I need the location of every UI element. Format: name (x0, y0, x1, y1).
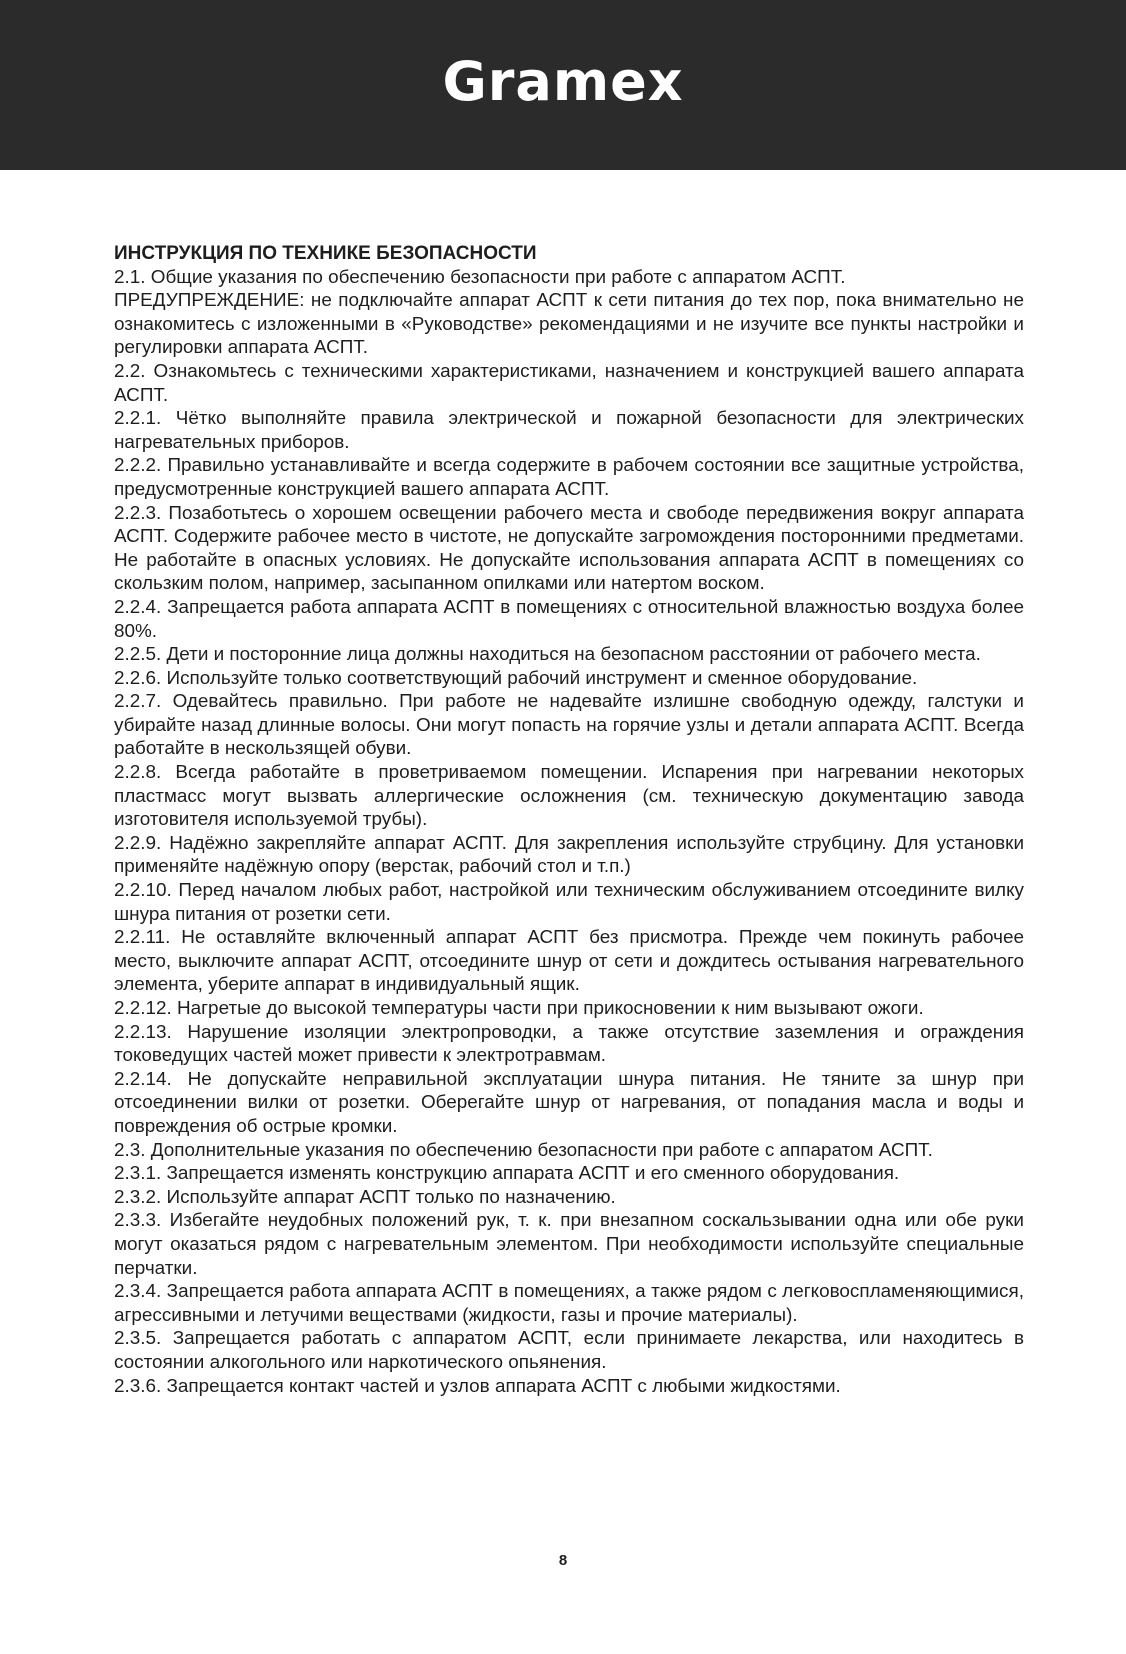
paragraph: 2.2.2. Правильно устанавливайте и всегда содержите в рабочем состоянии все защитные устройства, предусмотренные конструкцией вашего аппарата АСПТ. (114, 455, 1024, 500)
paragraph: 2.2.7. Одевайтесь правильно. При работе не надевайте излишне свободную одежду, галстуки и убирайте назад длинные волосы. Они могут попасть на горячие узлы и детали аппарата АСПТ. Всегда работайте в нескользящей обуви. (114, 691, 1024, 760)
paragraph: 2.3.3. Избегайте неудобных положений рук, т. к. при внезапном соскальзывании одна или обе руки могут оказаться рядом с нагревательным элементом. При необходимости используйте специальные перчатки. (114, 1210, 1024, 1279)
document-body (114, 242, 1024, 1398)
brand-logo: Gramex (442, 49, 684, 113)
paragraph: 2.2.8. Всегда работайте в проветриваемом помещении. Испарения при нагревании некоторых пластмасс могут вызвать аллергические осложнения (см. техническую документацию завода изготовителя используемой трубы). (114, 762, 1024, 831)
paragraph: 2.3. Дополнительные указания по обеспечению безопасности при работе с аппаратом АСПТ. (114, 1139, 933, 1161)
paragraph: 2.3.6. Запрещается контакт частей и узлов аппарата АСПТ с любыми жидкостями. (114, 1375, 841, 1397)
warning-paragraph: ПРЕДУПРЕЖДЕНИЕ: не подключайте аппарат АСПТ к сети питания до тех пор, пока внимательно не ознакомитесь с изложенными в «Руководстве» рекомендациями и не изучите все пункты настройки и регулировки аппарата АСПТ. (114, 290, 1024, 359)
paragraph: 2.2.5. Дети и посторонние лица должны находиться на безопасном расстоянии от рабочего места. (114, 644, 981, 666)
paragraph: 2.2.4. Запрещается работа аппарата АСПТ в помещениях с относительной влажностью воздуха более 80%. (114, 596, 1024, 642)
paragraph: 2.2.10. Перед началом любых работ, настройкой или техническим обслуживанием отсоедините вилку шнура питания от розетки сети. (114, 880, 1024, 925)
paragraph: 2.2. Ознакомьтесь с техническими характеристиками, назначением и конструкцией вашего аппарата АСПТ. (114, 360, 1024, 406)
paragraph: 2.3.1. Запрещается изменять конструкцию аппарата АСПТ и его сменного оборудования. (114, 1163, 900, 1185)
paragraph: 2.2.1. Чётко выполняйте правила электрической и пожарной безопасности для электрических нагревательных приборов. (114, 408, 1024, 453)
paragraph: 2.2.14. Не допускайте неправильной эксплуатации шнура питания. Не тяните за шнур при отсоединении вилки от розетки. Оберегайте шнур от нагревания, от попадания масла и воды и повреждения об острые кромки. (114, 1068, 1024, 1137)
paragraph: 2.1. Общие указания по обеспечению безопасности при работе с аппаратом АСПТ. (114, 266, 846, 288)
section-title: ИНСТРУКЦИЯ ПО ТЕХНИКЕ БЕЗОПАСНОСТИ (114, 243, 537, 264)
paragraph: 2.2.6. Используйте только соответствующий рабочий инструмент и сменное оборудование. (114, 667, 918, 689)
paragraph: 2.2.12. Нагретые до высокой температуры части при прикосновении к ним вызывают ожоги. (114, 998, 924, 1019)
paragraph: 2.3.2. Используйте аппарат АСПТ только по назначению. (114, 1186, 616, 1208)
paragraph: 2.3.4. Запрещается работа аппарата АСПТ в помещениях, а также рядом с легковоспламеняющимися, агрессивными и летучими веществами (жидкости, газы и прочие материалы). (114, 1281, 1024, 1326)
page-number: 8 (558, 1552, 568, 1569)
header-bar (0, 0, 1126, 170)
paragraph: 2.2.13. Нарушение изоляции электропроводки, а также отсутствие заземления и ограждения токоведущих частей может привести к электротравмам. (114, 1021, 1024, 1067)
paragraph: 2.3.5. Запрещается работать с аппаратом АСПТ, если принимаете лекарства, или находитесь в состоянии алкогольного или наркотического опьянения. (114, 1328, 1024, 1373)
paragraph: 2.2.11. Не оставляйте включенный аппарат АСПТ без присмотра. Прежде чем покинуть рабочее место, выключите аппарат АСПТ, отсоедините шнур от сети и дождитесь остывания нагревательного элемента, уберите аппарат в индивидуальный ящик. (114, 927, 1024, 996)
paragraph: 2.2.3. Позаботьтесь о хорошем освещении рабочего места и свободе передвижения вокруг аппарата АСПТ. Содержите рабочее место в чистоте, не допускайте загромождения посторонними предметами. Не работайте в опасных условиях. Не допускайте использования аппарата АСПТ в помещениях со скользким полом, например, засыпанном опилками или натертом воском. (114, 502, 1024, 595)
paragraph: 2.2.9. Надёжно закрепляйте аппарат АСПТ. Для закрепления используйте струбцину. Для установки применяйте надёжную опору (верстак, рабочий стол и т.п.) (114, 832, 1024, 878)
